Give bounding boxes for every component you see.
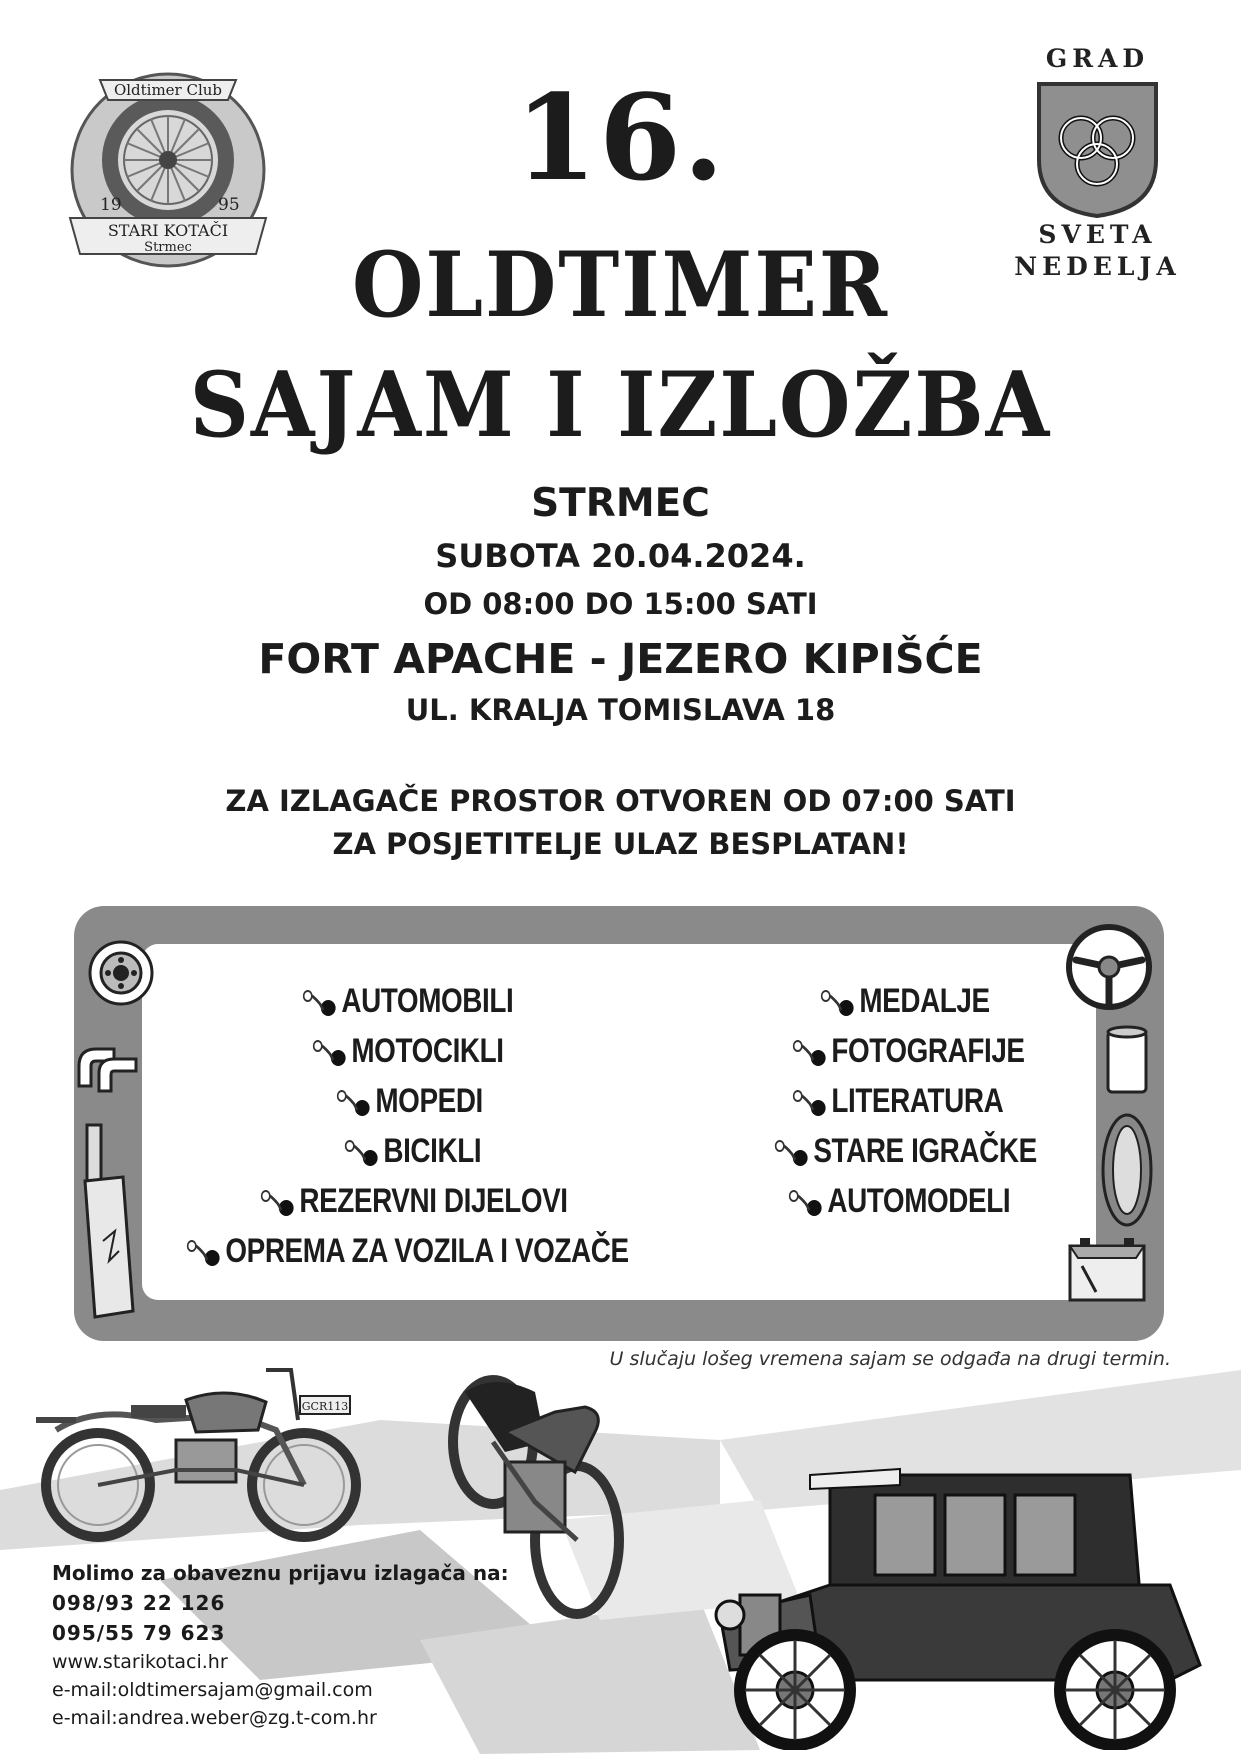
- horn-icon: [260, 1188, 296, 1218]
- crest-word-sveta: SVETA: [1038, 220, 1157, 249]
- list-item-left: REZERVNI DIJELOVI: [260, 1182, 568, 1221]
- horn-icon: [792, 1038, 828, 1068]
- contact-heading: Molimo za obaveznu prijavu izlagača na:: [52, 1561, 509, 1585]
- event-address: UL. KRALJA TOMISLAVA 18: [405, 693, 836, 727]
- air-filter-icon: [1099, 1111, 1155, 1229]
- horn-icon: [774, 1138, 810, 1168]
- horn-icon: [344, 1138, 380, 1168]
- list-item-left: MOTOCIKLI: [312, 1032, 504, 1071]
- horn-icon: [312, 1038, 348, 1068]
- contact-email-1[interactable]: e-mail:oldtimersajam@gmail.com: [52, 1679, 373, 1701]
- visitor-note: ZA POSJETITELJE ULAZ BESPLATAN!: [332, 827, 909, 861]
- club-logo-top-text: Oldtimer Club: [113, 81, 223, 99]
- crest-word-nedelja: NEDELJA: [1014, 252, 1181, 281]
- contact-website-link[interactable]: www.starikotaci.hr: [52, 1651, 228, 1673]
- list-item-left: AUTOMOBILI: [302, 982, 513, 1021]
- horn-icon: [792, 1088, 828, 1118]
- steering-wheel-icon: [1064, 922, 1154, 1012]
- contact-phone-2[interactable]: 095/55 79 623: [52, 1621, 226, 1645]
- title-line-2: SAJAM I IZLOŽBA: [189, 352, 1052, 458]
- pipe-fittings-icon: [74, 1041, 144, 1096]
- title-line-1: OLDTIMER: [352, 232, 889, 338]
- horn-icon: [336, 1088, 372, 1118]
- event-venue: FORT APACHE - JEZERO KIPIŠĆE: [258, 635, 983, 683]
- contact-block: [52, 1558, 572, 1732]
- edition-number: 16.: [514, 68, 727, 207]
- list-item-right: LITERATURA: [792, 1082, 1003, 1121]
- horn-icon: [302, 988, 338, 1018]
- event-date: SUBOTA 20.04.2024.: [435, 537, 806, 575]
- list-item-left: OPREMA ZA VOZILA I VOZAČE: [186, 1232, 629, 1271]
- items-panel: [74, 906, 1164, 1341]
- list-item-left: MOPEDI: [336, 1082, 483, 1121]
- horn-icon: [186, 1238, 222, 1268]
- brake-drum-icon: [86, 938, 156, 1008]
- list-item-right: MEDALJE: [820, 982, 990, 1021]
- horn-icon: [820, 988, 856, 1018]
- event-hours: OD 08:00 DO 15:00 SATI: [423, 587, 818, 621]
- car-battery-icon: [1066, 1232, 1148, 1304]
- club-logo-year-right: 95: [218, 195, 240, 215]
- list-item-right: STARE IGRAČKE: [774, 1132, 1037, 1171]
- exhibitor-note: ZA IZLAGAČE PROSTOR OTVOREN OD 07:00 SATI: [225, 784, 1016, 818]
- motorcycle-plate: GCR113: [301, 1400, 349, 1413]
- club-logo-place: Strmec: [144, 240, 192, 255]
- horn-icon: [788, 1188, 824, 1218]
- exhaust-muffler-icon: [79, 1121, 139, 1321]
- vintage-car-illustration: [700, 1465, 1220, 1750]
- crest-word-grad: GRAD: [1045, 44, 1150, 73]
- list-item-right: FOTOGRAFIJE: [792, 1032, 1025, 1071]
- contact-email-2[interactable]: e-mail:andrea.weber@zg.t-com.hr: [52, 1707, 377, 1729]
- oil-filter-icon: [1104, 1024, 1150, 1096]
- contact-phone-1[interactable]: 098/93 22 126: [52, 1591, 226, 1615]
- vintage-motorcycle-illustration: [36, 1360, 376, 1545]
- list-item-left: BICIKLI: [344, 1132, 481, 1171]
- event-place: STRMEC: [531, 481, 710, 526]
- club-logo-name: STARI KOTAČI: [107, 221, 229, 240]
- weather-note: U slučaju lošeg vremena sajam se odgađa na drugi termin.: [609, 1348, 1171, 1370]
- club-logo-year-left: 19: [100, 195, 122, 215]
- list-item-right: AUTOMODELI: [788, 1182, 1010, 1221]
